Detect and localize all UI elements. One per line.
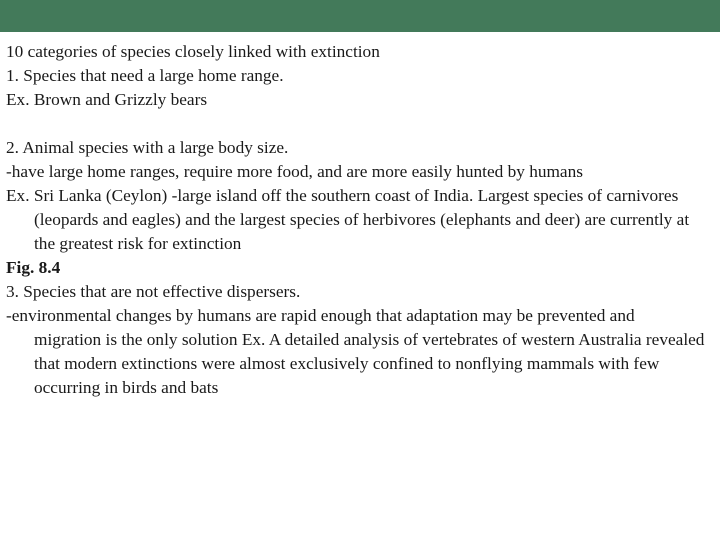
slide-body	[6, 40, 706, 400]
figure-reference: Fig. 8.4	[6, 258, 61, 277]
item-1-example: Ex. Brown and Grizzly bears	[6, 90, 208, 109]
item-2-example: Ex. Sri Lanka (Ceylon) -large island off the southern coast of India. Largest species of carnivores (leopards and eagles) and the largest species of herbivores (elephants and deer) are currently at the greatest risk for extinction	[6, 186, 690, 253]
item-2-detail: -have large home ranges, require more food, and are more easily hunted by humans	[6, 162, 583, 181]
title-bar	[0, 0, 720, 32]
item-3-detail: -environmental changes by humans are rapid enough that adaptation may be prevented and migration is the only solution Ex. A detailed analysis of vertebrates of western Australia revealed that modern extinctions were almost exclusively confined to nonflying mammals with few occurring in birds and bats	[6, 306, 705, 397]
spacer	[6, 112, 706, 136]
item-3: 3. Species that are not effective dispersers.	[6, 282, 301, 301]
heading-line: 10 categories of species closely linked with extinction	[6, 42, 380, 61]
item-1: 1. Species that need a large home range.	[6, 66, 284, 85]
item-2: 2. Animal species with a large body size.	[6, 138, 289, 157]
